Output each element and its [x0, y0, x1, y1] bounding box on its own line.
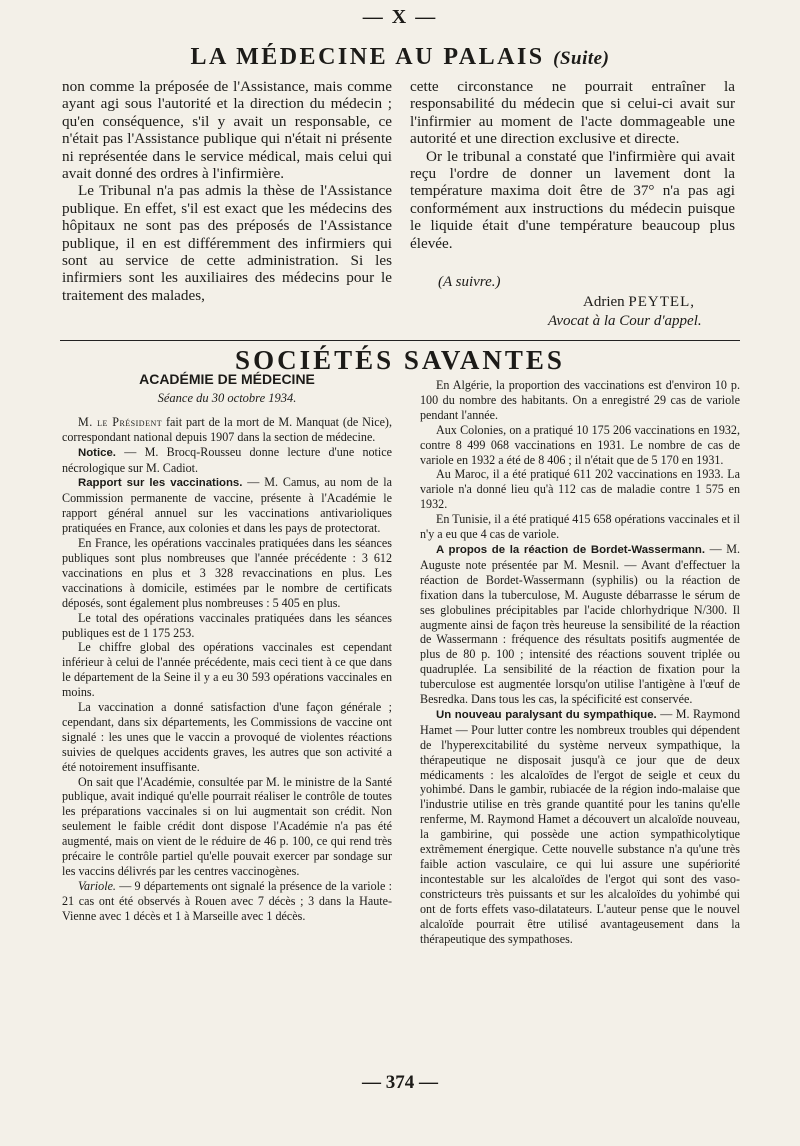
paralysant-label: Un nouveau paralysant du sympathique.: [436, 708, 657, 721]
author-last-name: PEYTEL,: [628, 294, 695, 310]
section-title-suffix: (Suite): [553, 48, 610, 69]
author-first-name: Adrien: [583, 294, 625, 310]
section-title-medecine-au-palais: [0, 43, 800, 73]
president-text: fait part de la mort de M. Manquat (de Nice), correspondant national depuis 1907 dans la section de médecine.: [62, 414, 392, 444]
bordet-text: — M. Auguste note présentée par M. Mesnil. — Avant d'effectuer la réaction de Bordet-Wassermann (syphilis) ou la réaction de fixation dans la tuberculose, M. Auguste débarrasse le sérum de ses globulines précipitables par l'acide chlorhydrique N/300. Il augmente ainsi de façon très heureuse la sensibilité de la réaction de Wassermann : fréquence des résultats positifs augmentée de plus de 80 p. 100 ; intensité des réactions souvent triplée ou quadruplée. La sensibilité de la réaction de fixation pour la tuberculose est augmentée lorsqu'on utilise l'antigène à l'œuf de Besredka. Dans tous les cas, la spécificité est conservée.: [420, 541, 740, 707]
palais-left-paragraph: Le Tribunal n'a pas admis la thèse de l'Assistance publique. En effet, s'il est exact que les médecins des hôpitaux ne sont pas des préposés de l'Assistance publique, il en est différemment des infirmiers qui sont au service de cette administration. Si les infirmiers sont les auxiliaires des médecins pour le traitement des malades,: [62, 182, 392, 304]
palais-right-column: [410, 78, 735, 252]
vaccination-paragraph: Le total des opérations vaccinales pratiquées dans les séances publiques est de 1 175 253.: [62, 610, 392, 640]
societes-right-column: [420, 378, 740, 946]
paralysant-text: — M. Raymond Hamet — Pour lutter contre les nombreux troubles qui dépendent de l'hyperexcitabilité du système nerveux sympathique, la thérapeutique ne disposait jusqu'à ce jour que de deux médicaments : les alcaloïdes de l'ergot de seigle et ceux du yohimbé. Dans le gambir, rubiacée de la région indo-malaise que l'industrie utilise en très grande quantité pour les tanins qu'elle renferme, M. Raymond Hamet a découvert un alcaloïde nouveau, la gambirine, qui possède une action sympathicolytique extrêmement énergique. Cette nouvelle substance n'a qu'une très faible action vasculaire, ce qui lui assure une supériorité incontestable sur les alcaloïdes de l'ergot qui sont des vaso-constricteurs très puissants et sur les alcaloïdes du yohimbé qui ont de forts effets vaso-dilatateurs. L'auteur pense que le nouvel alcaloïde pourrait être utilisé avantageusement dans la thérapeutique des sympathoses.: [420, 706, 741, 946]
rapport-paragraph: [62, 475, 392, 536]
palais-right-paragraph: cette circonstance ne pourrait entraîner la responsabilité du médecin que si celui-ci avait sur l'infirmier au moment de l'acte dommageable une autorité et une direction exclusive et directe.: [410, 78, 735, 148]
bordet-paragraph: [420, 542, 740, 707]
palais-right-paragraph: Or le tribunal a constaté que l'infirmière qui avait reçu l'ordre de donner un lavement dont la température maxima doit être de 37° n'a pas agi conformément aux instructions du médecin puisque le liquide était d'une température beaucoup plus élevée.: [410, 147, 735, 252]
page-section-number: — X —: [362, 6, 438, 28]
colonies-paragraph: Aux Colonies, on a pratiqué 10 175 206 vaccinations en 1932, contre 8 499 068 vaccinations en 1931. Le nombre de cas de variole en 1932 a été de 8 406 ; il n'était que de 5 170 en 1931.: [420, 422, 740, 467]
palais-left-paragraph: non comme la préposée de l'Assistance, mais comme ayant agi sous l'autorité et la direction du médecin ; qu'en conséquence, s'il y avait un responsable, ce n'était pas l'Assistance publique qui n'était ni présente ni représentée dans le service médical, mais celui qui avait donné des ordres à l'infirmière.: [62, 78, 392, 183]
palais-left-column: [62, 78, 392, 304]
notice-label: Notice.: [78, 446, 116, 459]
variole-paragraph: [62, 879, 392, 924]
notice-paragraph: [62, 445, 392, 476]
vaccination-paragraph: On sait que l'Académie, consultée par M. le ministre de la Santé publique, avait indiqué qu'elle pourrait réaliser le contrôle de toutes les préparations vaccinales si on lui augmentait son crédit. Non seulement le faible crédit dont dispose l'Académie n'a pas été augmenté, mais on vient de le réduire de 46 p. 100, ce qui rend très précaire le contrôle partiel qu'elle pouvait exercer par sondage sur les vaccins délivrés par les centres vaccinogènes.: [62, 774, 392, 878]
rapport-label: Rapport sur les vaccinations.: [78, 477, 243, 490]
colonies-paragraph: En Algérie, la proportion des vaccinations est d'environ 10 p. 100 du nombre des habitants. On a enregistré 29 cas de variole pendant l'année.: [420, 378, 740, 422]
author-signature: [583, 294, 695, 311]
colonies-paragraph: En Tunisie, il a été pratiqué 415 658 opérations vaccinales et il n'y a eu que 4 cas de variole.: [420, 512, 740, 542]
vaccination-paragraph: La vaccination a donné satisfaction d'une façon générale ; cependant, dans six départements, les Commissions de vaccine ont signalé : les unes que le vaccin a provoqué de violentes réactions suivies de quelques accidents graves, les autres que son activité a été notoirement insuffisante.: [62, 700, 392, 774]
vaccination-paragraph: En France, les opérations vaccinales pratiquées dans les séances publiques sont plus nombreuses que l'année précédente : 3 612 vaccinations en plus et 3 328 revaccinations en plus. Les vaccinations à domicile, estimées par le nombre de certificats déposés, sont également plus nombreuses : 5 405 en plus.: [62, 536, 392, 610]
paralysant-paragraph: [420, 707, 740, 947]
bordet-label: A propos de la réaction de Bordet-Wassermann.: [436, 543, 706, 556]
societes-left-column: [62, 372, 392, 924]
vaccination-paragraph: Le chiffre global des opérations vaccinales est cependant inférieur à celui de l'année précédente, mais ceci tient à ce que dans le département de la Seine il y a eu 30 593 opérations vaccinales en moins.: [62, 640, 392, 700]
section-title-societes-savantes: SOCIÉTÉS SAVANTES: [235, 345, 565, 375]
a-suivre-note: (A suivre.): [438, 274, 501, 290]
president-label: M. le Président: [78, 414, 163, 429]
rapport-text: — M. Camus, au nom de la Commission permanente de vaccine, présente à l'Académie le rapport général annuel sur les vaccinations antivarioliques pratiquées en France, aux colonies et dans les pays de protectorat.: [62, 475, 393, 536]
section-divider: [60, 340, 740, 341]
colonies-paragraph: Au Maroc, il a été pratiqué 611 202 vaccinations en 1933. La variole n'a donné lieu qu'à 112 cas de maladie contre 1 575 en 1932.: [420, 467, 740, 512]
author-role: Avocat à la Cour d'appel.: [548, 313, 702, 329]
notice-text: — M. Brocq-Rousseu donne lecture d'une notice nécrologique sur M. Cadiot.: [62, 444, 392, 475]
variole-text: — 9 départements ont signalé la présence de la variole : 21 cas ont été observés à Rouen avec 7 décès ; 3 dans la Haute-Vienne avec 1 décès et 1 à Marseille avec 1 décès.: [62, 878, 392, 923]
page-number: — 374 —: [362, 1072, 438, 1093]
variole-label: Variole.: [78, 878, 116, 893]
section-title-text: LA MÉDECINE AU PALAIS: [190, 44, 545, 70]
academie-heading: ACADÉMIE DE MÉDECINE: [139, 371, 315, 387]
president-paragraph: [62, 415, 392, 445]
seance-date: Séance du 30 octobre 1934.: [157, 390, 297, 405]
